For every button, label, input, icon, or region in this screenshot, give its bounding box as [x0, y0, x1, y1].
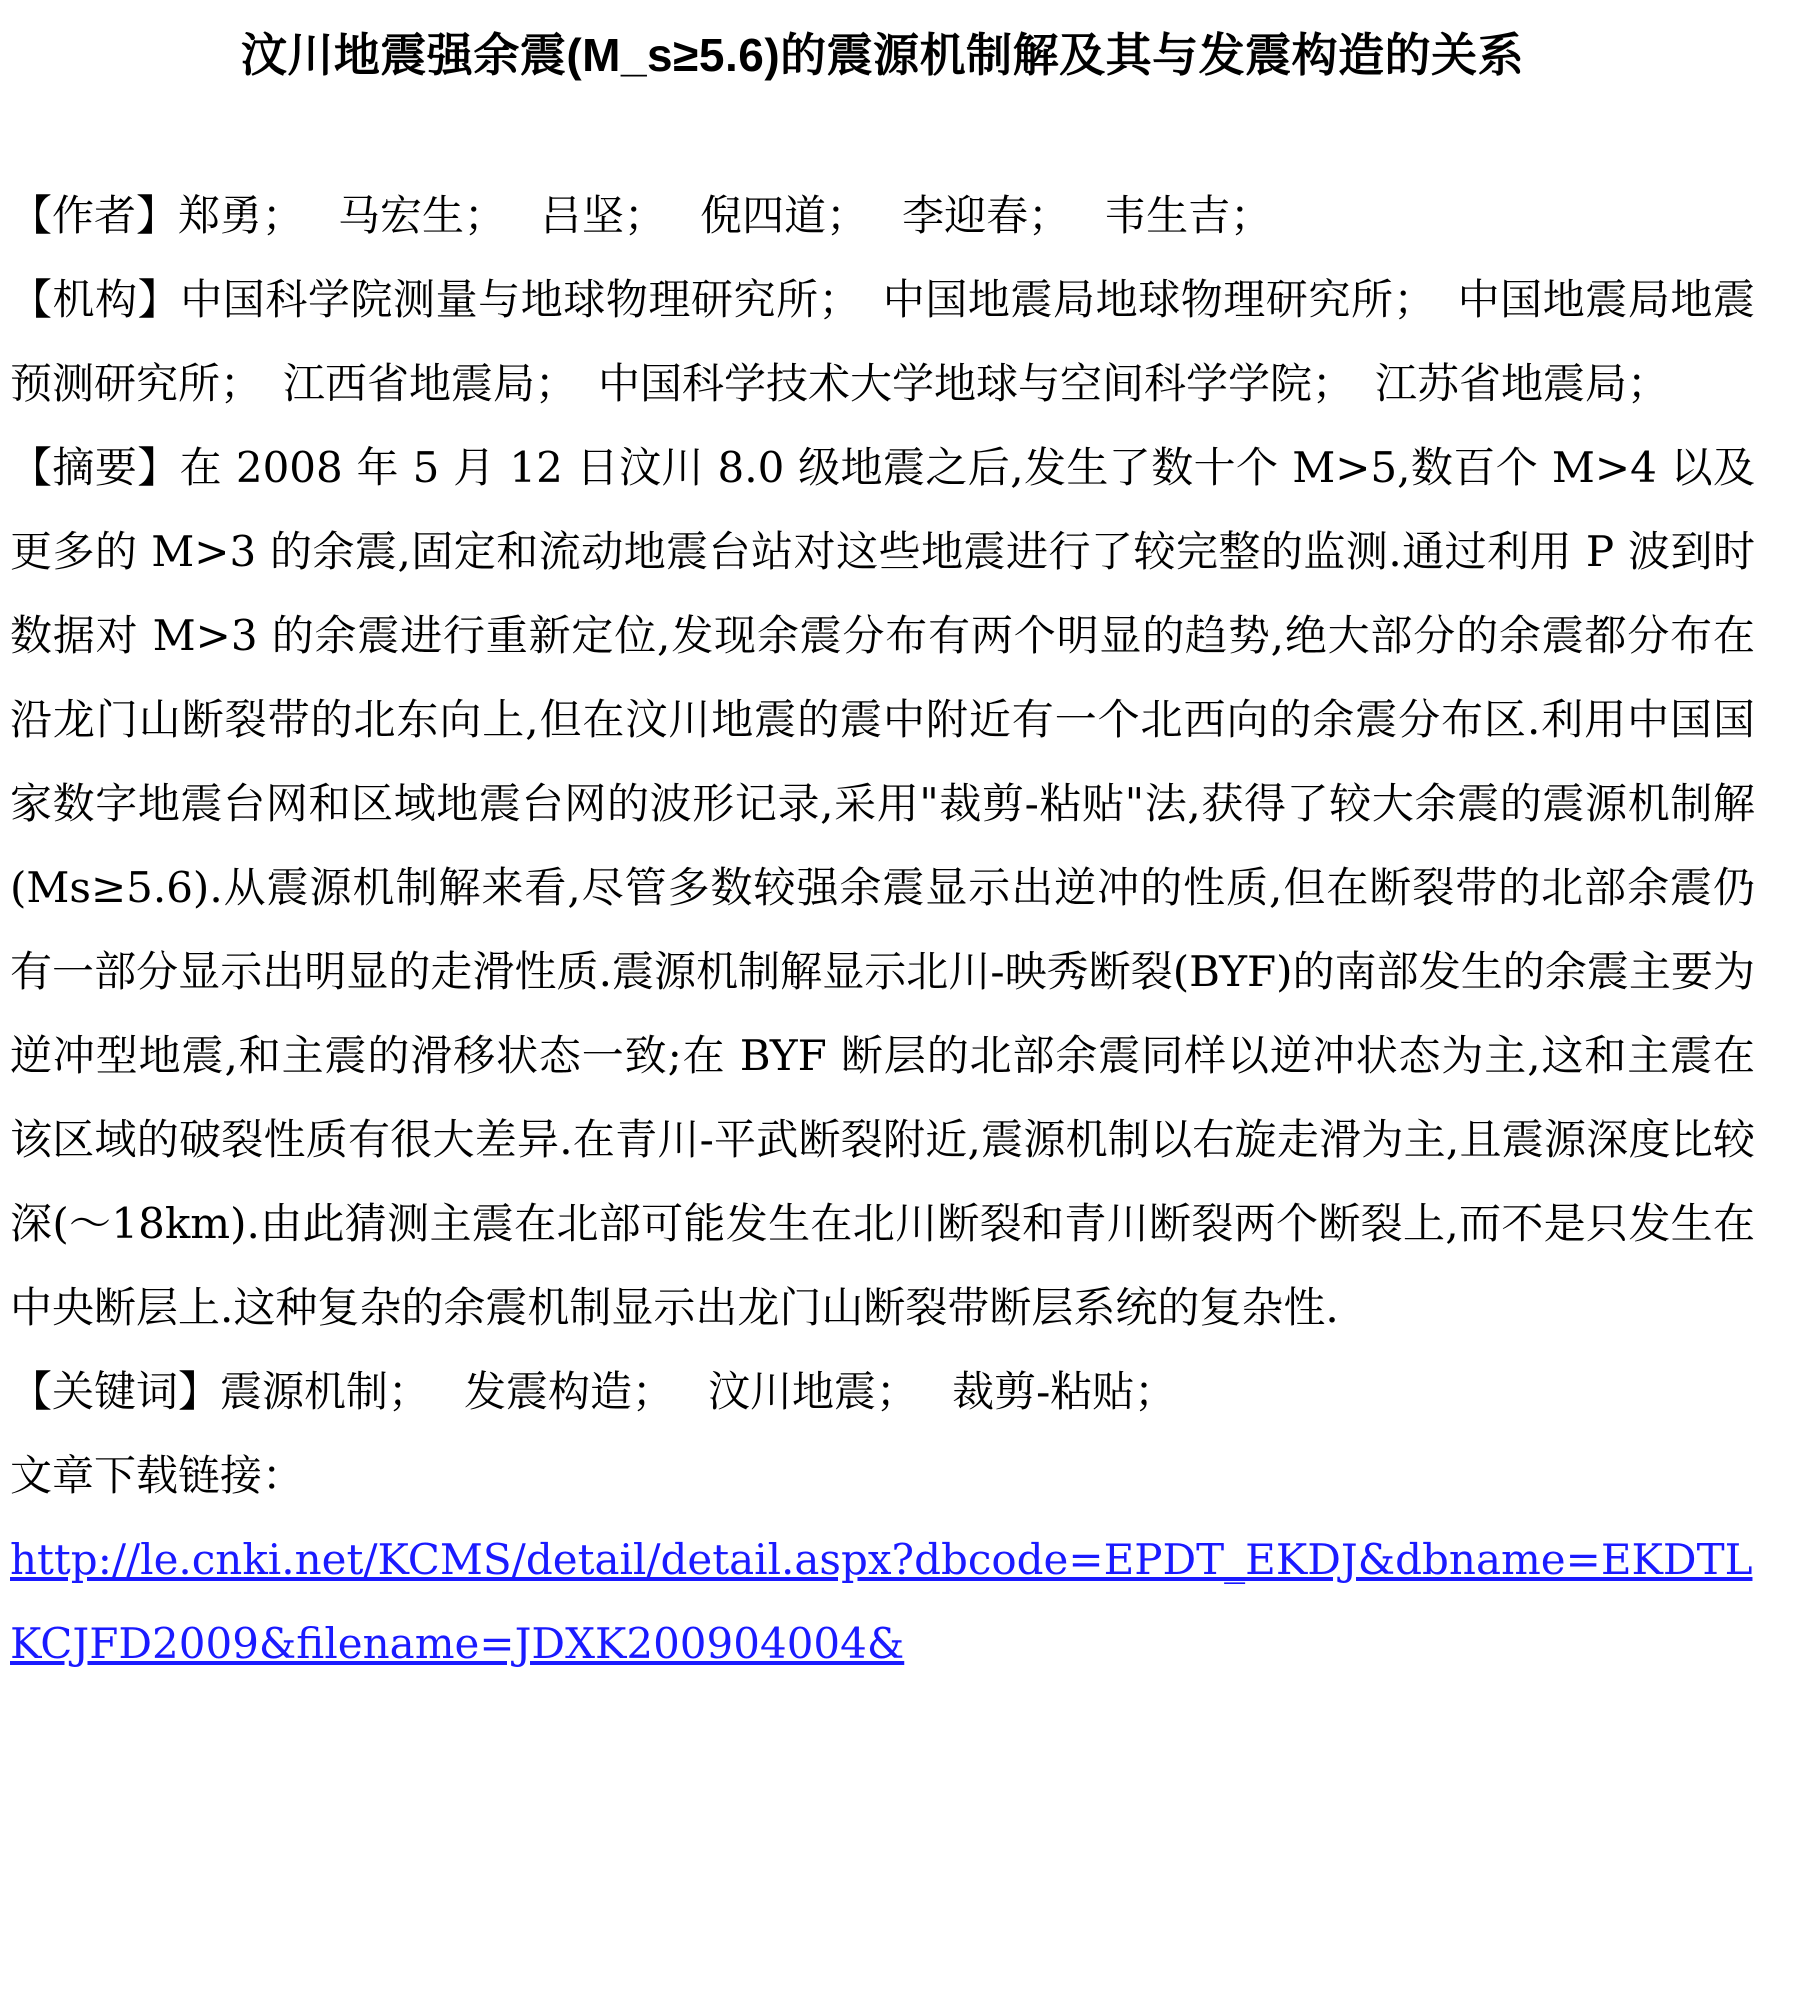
- abstract-paragraph: [10, 426, 1755, 1350]
- keyword: 汶川地震；: [708, 1367, 919, 1416]
- author-name: 马宏生；: [338, 191, 507, 240]
- institutions-text: 中国科学院测量与地球物理研究所； 中国地震局地球物理研究所； 中国地震局地震预测研究所； 江西省地震局； 中国科学技术大学地球与空间科学学院； 江苏省地震局；: [10, 275, 1755, 408]
- document-body: [10, 174, 1755, 1686]
- keywords-label: 【关键词】: [10, 1367, 221, 1416]
- download-label: 文章下载链接：: [10, 1451, 305, 1500]
- keyword: 发震构造；: [464, 1367, 675, 1416]
- abstract-text: 在 2008 年 5 月 12 日汶川 8.0 级地震之后,发生了数十个 M>5,数百个 M>4 以及更多的 M>3 的余震,固定和流动地震台站对这些地震进行了较完整的监测.通过利用 P 波到时数据对 M>3 的余震进行重新定位,发现余震分布有两个明显的趋势,绝大部分的余震都分布在沿龙门山断裂带的北东向上,但在汶川地震的震中附近有一个北西向的余震分布区.利用中国国家数字地震台网和区域地震台网的波形记录,采用"裁剪-粘贴"法,获得了较大余震的震源机制解(Ms≥5.6).从震源机制解来看,尽管多数较强余震显示出逆冲的性质,但在断裂带的北部余震仍有一部分显示出明显的走滑性质.震源机制解显示北川-映秀断裂(BYF)的南部发生的余震主要为逆冲型地震,和主震的滑移状态一致;在 BYF 断层的北部余震同样以逆冲状态为主,这和主震在该区域的破裂性质有很大差异.在青川-平武断裂附近,震源机制以右旋走滑为主,且震源深度比较深(～18km).由此猜测主震在北部可能发生在北川断裂和青川断裂两个断裂上,而不是只发生在中央断层上.这种复杂的余震机制显示出龙门山断裂带断层系统的复杂性.: [10, 443, 1755, 1332]
- author-name: 韦生吉；: [1104, 191, 1273, 240]
- keyword: 裁剪-粘贴；: [952, 1367, 1177, 1416]
- institutions-paragraph: [10, 258, 1755, 426]
- keyword: 震源机制；: [220, 1367, 431, 1416]
- author-name: 李迎春；: [902, 191, 1071, 240]
- keywords-line: [10, 1350, 1755, 1434]
- institutions-label: 【机构】: [10, 275, 181, 324]
- authors-label: 【作者】: [10, 191, 179, 240]
- download-link[interactable]: http://le.cnki.net/KCMS/detail/detail.aspx?dbcode=EPDT_EKDJ&dbname=EKDTLKCJFD2009&filename=JDXK200904004&: [10, 1535, 1753, 1668]
- authors-line: [10, 174, 1755, 258]
- abstract-label: 【摘要】: [10, 443, 180, 492]
- author-name: 吕坚；: [540, 191, 667, 240]
- download-link-paragraph: [10, 1518, 1755, 1686]
- author-name: 郑勇；: [178, 191, 305, 240]
- author-name: 倪四道；: [700, 191, 869, 240]
- page-title: 汶川地震强余震(M_s≥5.6)的震源机制解及其与发震构造的关系: [240, 29, 1525, 81]
